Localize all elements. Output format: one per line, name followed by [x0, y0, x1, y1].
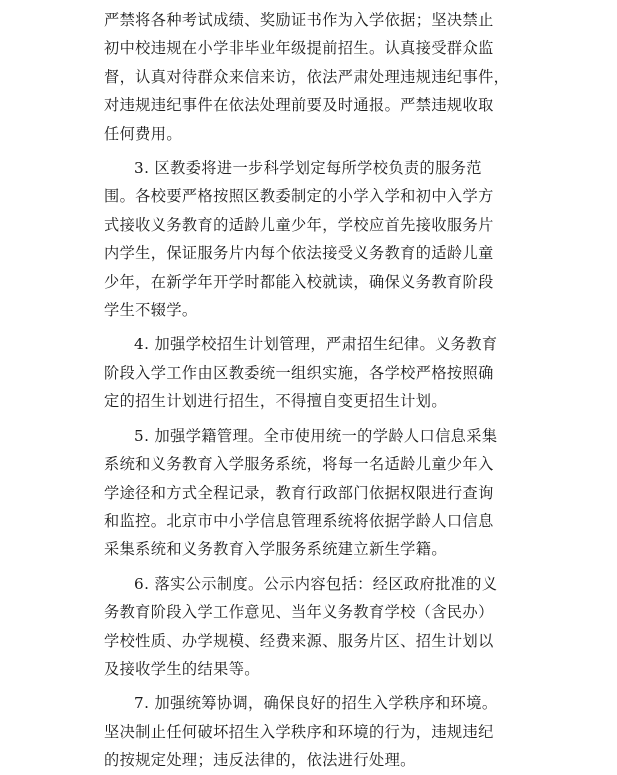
text-line: 坚决制止任何破坏招生入学秩序和环境的行为，违规违纪 [104, 722, 494, 741]
paragraph-item-4 [104, 330, 513, 415]
text-line: 5. 加强学籍管理。全市使用统一的学龄人口信息采集 [134, 426, 498, 445]
text-line: 学途径和方式全程记录，教育行政部门依据权限进行查询 [104, 483, 494, 502]
text-line: 初中校违规在小学非毕业年级提前招生。认真接受群众监 [104, 39, 494, 58]
text-line: 和监控。北京市中小学信息管理系统将依据学龄人口信息 [104, 511, 494, 530]
text-line: 及接收学生的结果等。 [104, 659, 260, 678]
text-line: 6. 落实公示制度。公示内容包括：经区政府批准的义 [134, 574, 498, 593]
paragraph-continuation [104, 6, 513, 148]
text-line: 任何费用。 [104, 124, 182, 143]
text-line: 的按规定处理；违反法律的，依法进行处理。 [104, 751, 416, 770]
text-line: 内学生，保证服务片内每个依法接受义务教育的适龄儿童 [104, 244, 494, 263]
text-line: 围。各校要严格按照区教委制定的小学入学和初中入学方 [104, 187, 494, 206]
text-line: 4. 加强学校招生计划管理，严肃招生纪律。义务教育 [134, 335, 498, 354]
paragraph-item-7 [104, 689, 513, 774]
text-line: 系统和义务教育入学服务系统，将每一名适龄儿童少年入 [104, 455, 494, 474]
paragraph-item-5 [104, 422, 513, 564]
text-line: 式接收义务教育的适龄儿童少年，学校应首先接收服务片 [104, 215, 494, 234]
paragraph-item-6 [104, 570, 513, 684]
text-line: 定的招生计划进行招生，不得擅自变更招生计划。 [104, 392, 447, 411]
text-line: 严禁将各种考试成绩、奖励证书作为入学依据；坚决禁止 [104, 11, 494, 29]
text-line: 学生不辍学。 [104, 301, 198, 320]
text-line: 阶段入学工作由区教委统一组织实施，各学校严格按照确 [104, 363, 494, 382]
text-line: 务教育阶段入学工作意见、当年义务教育学校（含民办） [104, 603, 494, 622]
text-line: 3. 区教委将进一步科学划定每所学校负责的服务范 [134, 159, 482, 178]
text-line: 对违规违纪事件在依法处理前要及时通报。严禁违规收取 [104, 96, 494, 115]
text-line: 采集系统和义务教育入学服务系统建立新生学籍。 [104, 540, 447, 559]
text-line: 少年，在新学年开学时都能入校就读，确保义务教育阶段 [104, 272, 494, 291]
paragraph-item-3 [104, 154, 513, 324]
text-line: 学校性质、办学规模、经费来源、服务片区、招生计划以 [104, 631, 494, 650]
text-line: 督，认真对待群众来信来访，依法严肃处理违规违纪事件， [104, 67, 510, 86]
text-line: 7. 加强统筹协调，确保良好的招生入学秩序和环境。 [134, 694, 498, 713]
